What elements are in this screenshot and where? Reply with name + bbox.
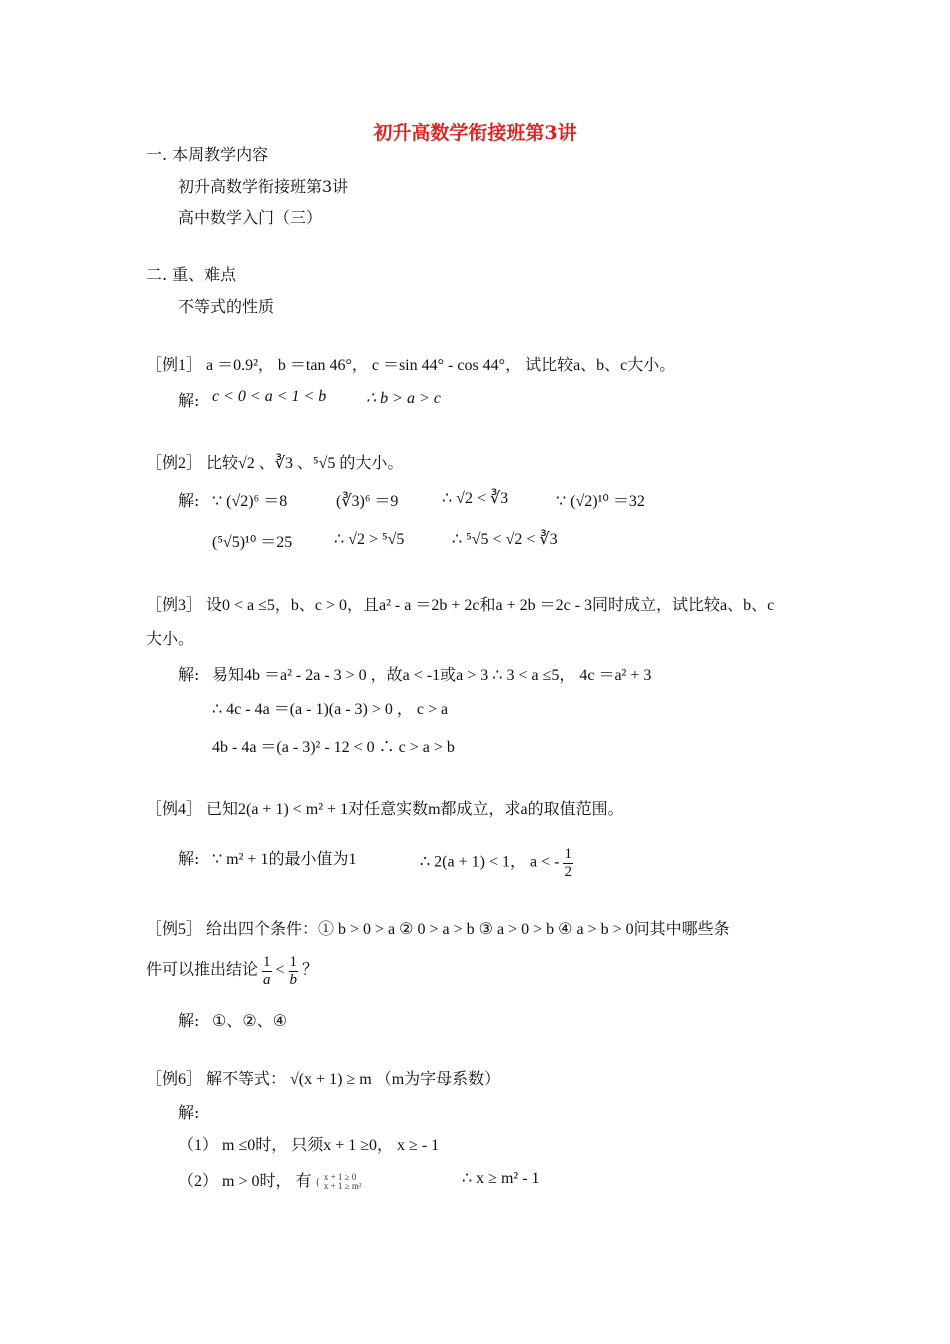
- example-5-question-2: [146, 954, 318, 988]
- example-1-question: ［例1］ a ＝0.9²， b ＝tan 46°， c ＝sin 44° - cos 44°， 试比较a、b、c大小。: [146, 357, 676, 374]
- page-title: 初升高数学衔接班第3讲: [373, 122, 577, 144]
- section-1-line-1: 初升高数学衔接班第3讲: [178, 177, 349, 196]
- fraction-denominator: 2: [564, 863, 572, 880]
- fraction-numerator: 1: [263, 954, 271, 970]
- example-4-answer-2-text: ∴ 2(a + 1) < 1， a < -: [420, 853, 560, 871]
- example-6-case-2-text: （2） m > 0时， 有: [178, 1173, 312, 1190]
- example-3-question-1: ［例3］ 设0 < a ≤5，b、c > 0，且a² - a ＝2b + 2c和a + 2b ＝2c - 3同时成立，试比较a、b、c: [146, 597, 775, 614]
- example-2-step-7: ∴ ⁵√5 < √2 < ∛3: [452, 531, 558, 548]
- example-6-case-2-result: ∴ x ≥ m² - 1: [462, 1170, 540, 1187]
- example-2-step-6: ∴ √2 > ⁵√5: [334, 531, 405, 548]
- example-4-answer-1: ∵ m² + 1的最小值为1: [212, 851, 357, 868]
- example-5-question-1: ［例5］ 给出四个条件：① b > 0 > a ② 0 > a > b ③ a > 0 > b ④ a > b > 0问其中哪些条: [146, 921, 730, 938]
- example-2-solution-label: 解:: [178, 491, 200, 510]
- example-3-answer-2: ∴ 4c - 4a ＝(a - 1)(a - 3) > 0 ， c > a: [212, 701, 449, 718]
- example-2-step-2: (∛3)⁶ ＝9: [336, 493, 399, 510]
- example-4-answer-2: [420, 846, 573, 880]
- example-4-question: ［例4］ 已知2(a + 1) < m² + 1对任意实数m都成立，求a的取值范围。: [146, 801, 624, 818]
- example-6-solution-label: 解:: [178, 1103, 200, 1122]
- example-3-solution-label: 解:: [178, 665, 200, 684]
- example-4-fraction: [563, 846, 573, 880]
- example-5-fraction-1: [262, 954, 272, 988]
- system-equations: [324, 1173, 362, 1191]
- section-2-line-1: 不等式的性质: [178, 297, 275, 316]
- example-2-question: ［例2］ 比较√2 、∛3 、⁵√5 的大小。: [146, 455, 404, 472]
- fraction-denominator: b: [289, 971, 298, 988]
- system-brace: {: [315, 1176, 320, 1187]
- example-4-solution-label: 解:: [178, 849, 200, 868]
- system-line-2: x + 1 ≥ m²: [323, 1181, 362, 1192]
- example-1-answer-2: ∴ b > a > c: [366, 390, 441, 407]
- example-5-fraction-2: [289, 954, 299, 988]
- example-3-answer-3: 4b - 4a ＝(a - 3)² - 12 < 0 ∴ c > a > b: [212, 739, 455, 756]
- example-6-question: ［例6］ 解不等式： √(x + 1) ≥ m （m为字母系数）: [146, 1071, 501, 1088]
- fraction-numerator: 1: [289, 954, 298, 970]
- example-5-answer: ①、②、④: [212, 1011, 288, 1030]
- fraction-numerator: 1: [564, 846, 572, 862]
- example-2-step-1: ∵ (√2)⁶ ＝8: [212, 493, 288, 510]
- example-6-case-1: （1） m ≤0时， 只须x + 1 ≥0， x ≥ - 1: [178, 1137, 440, 1154]
- example-5-question-text: 件可以推出结论: [146, 961, 259, 979]
- less-than-sign: <: [275, 961, 285, 979]
- example-2-step-4: ∵ (√2)¹⁰ ＝32: [556, 493, 645, 510]
- example-3-question-2: 大小。: [146, 629, 195, 648]
- example-6-case-2: [178, 1168, 362, 1191]
- section-1-line-2: 高中数学入门（三）: [178, 208, 323, 227]
- system-line-1: x + 1 ≥ 0: [323, 1172, 357, 1183]
- example-1-solution-label: 解:: [178, 391, 200, 410]
- fraction-denominator: a: [263, 971, 271, 988]
- question-mark: ？: [302, 961, 319, 979]
- section-1-heading: 一. 本周教学内容: [146, 145, 269, 164]
- example-5-solution-label: 解:: [178, 1011, 200, 1030]
- example-2-step-5: (⁵√5)¹⁰ ＝25: [212, 534, 293, 551]
- example-3-answer-1: 易知4b ＝a² - 2a - 3 > 0 ，故a < -1或a > 3 ∴ 3 < a ≤5， 4c ＝a² + 3: [212, 667, 652, 684]
- section-2-heading: 二. 重、难点: [146, 265, 237, 284]
- example-2-step-3: ∴ √2 < ∛3: [442, 490, 509, 507]
- example-1-answer-1: c < 0 < a < 1 < b: [212, 388, 327, 405]
